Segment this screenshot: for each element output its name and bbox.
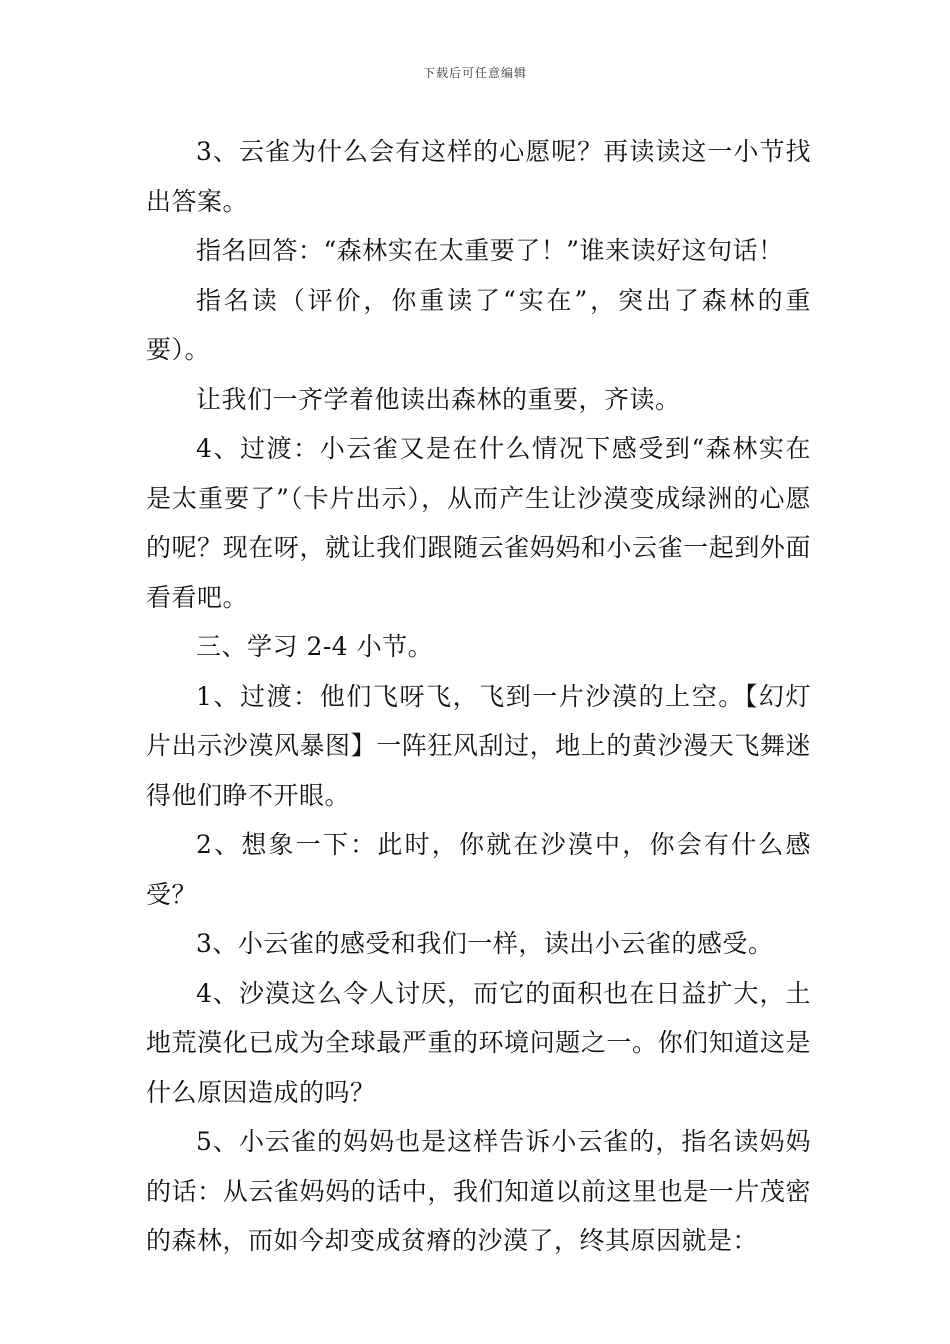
paragraph-9: 3、小云雀的感受和我们一样，读出小云雀的感受。 [196,929,774,958]
document-body [146,127,811,1266]
paragraph-2: 指名回答：“森林实在太重要了！”谁来读好这句话！ [196,236,784,265]
paragraph-5: 4、过渡：小云雀又是在什么情况下感受到“森林实在是太重要了”（卡片出示），从而产生让沙漠变成绿洲的心愿的呢？现在呀，就让我们跟随云雀妈妈和小云雀一起到外面看看吧。 [146,434,811,612]
paragraph-11: 5、小云雀的妈妈也是这样告诉小云雀的，指名读妈妈的话：从云雀妈妈的话中，我们知道以前这里也是一片茂密的森林，而如今却变成贫瘠的沙漠了，终其原因就是： [146,1127,811,1255]
paragraph-4: 让我们一齐学着他读出森林的重要，齐读。 [196,384,681,414]
paragraph-1: 3、云雀为什么会有这样的心愿呢？再读读这一小节找出答案。 [146,137,811,216]
paragraph-10: 4、沙漠这么令人讨厌，而它的面积也在日益扩大，土地荒漠化已成为全球最严重的环境问题之一。你们知道这是什么原因造成的吗？ [146,978,811,1107]
paragraph-8: 2、想象一下：此时，你就在沙漠中，你会有什么感受？ [146,830,811,909]
section-heading: 三、学习 2-4 小节。 [196,632,434,661]
paragraph-3: 指名读（评价，你重读了“实在”，突出了森林的重要）。 [146,285,811,364]
page-header: 下载后可任意编辑 [422,66,527,80]
paragraph-7: 1、过渡：他们飞呀飞，飞到一片沙漠的上空。【幻灯片出示沙漠风暴图】一阵狂风刮过，地上的黄沙漫天飞舞迷得他们睁不开眼。 [146,681,811,810]
